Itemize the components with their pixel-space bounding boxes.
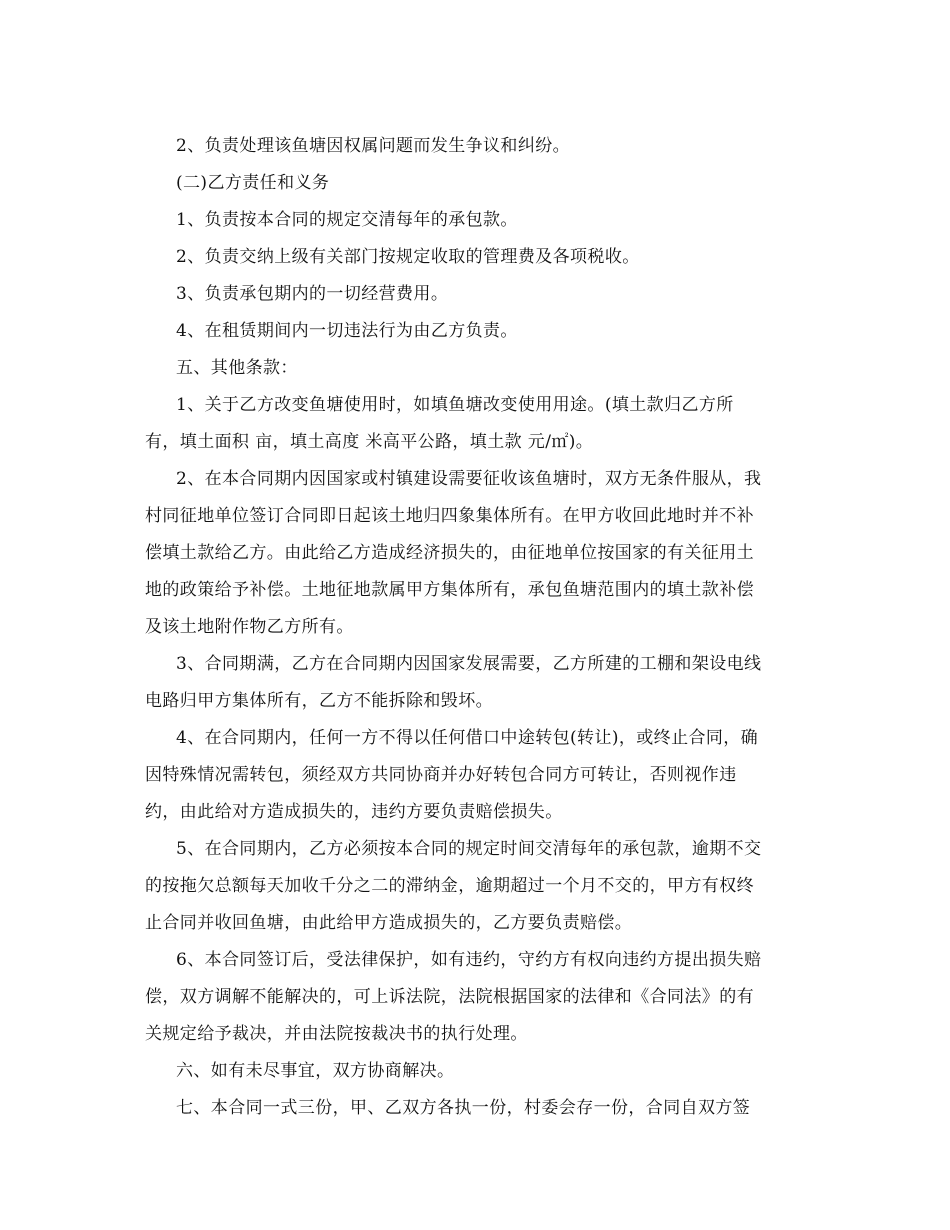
document-line: 止合同并收回鱼塘，由此给甲方造成损失的，乙方要负责赔偿。: [145, 913, 633, 933]
document-line: 5、在合同期内，乙方必须按本合同的规定时间交清每年的承包款，逾期不交: [176, 839, 762, 859]
document-line: 2、负责处理该鱼塘因权属问题而发生争议和纠纷。: [176, 136, 571, 156]
document-line: 4、在合同期内，任何一方不得以任何借口中途转包(转让)，或终止合同，确: [176, 728, 759, 748]
document-line: 4、在租赁期间内一切违法行为由乙方负责。: [176, 321, 518, 341]
document-line: 村同征地单位签订合同即日起该土地归四象集体所有。在甲方收回此地时并不补: [145, 506, 754, 526]
document-line: 6、本合同签订后，受法律保护，如有违约，守约方有权向违约方提出损失赔: [176, 950, 762, 970]
document-line: (二)乙方责任和义务: [176, 173, 330, 193]
document-line: 3、负责承包期内的一切经营费用。: [176, 284, 449, 304]
document-line: 约，由此给对方造成损失的，违约方要负责赔偿损失。: [145, 802, 563, 822]
document-line: 有，填土面积 亩，填土高度 米高平公路，填土款 元/㎡)。: [145, 432, 594, 452]
document-line: 3、合同期满，乙方在合同期内因国家发展需要，乙方所建的工棚和架设电线: [176, 654, 762, 674]
document-body: [145, 128, 805, 1127]
document-line: 六、如有未尽事宜，双方协商解决。: [176, 1061, 455, 1081]
document-line: 2、负责交纳上级有关部门按规定收取的管理费及各项税收。: [176, 247, 640, 267]
document-line: 因特殊情况需转包，须经双方共同协商并办好转包合同方可转让，否则视作违: [145, 765, 737, 785]
document-line: 偿填土款给乙方。由此给乙方造成经济损失的，由征地单位按国家的有关征用土: [145, 543, 754, 563]
document-line: 偿，双方调解不能解决的，可上诉法院，法院根据国家的法律和《合同法》的有: [145, 987, 754, 1007]
document-line: 及该土地附作物乙方所有。: [145, 617, 354, 637]
document-line: 电路归甲方集体所有，乙方不能拆除和毁坏。: [145, 691, 493, 711]
document-line: 地的政策给予补偿。土地征地款属甲方集体所有，承包鱼塘范围内的填土款补偿: [145, 580, 754, 600]
document-line: 1、负责按本合同的规定交清每年的承包款。: [176, 210, 518, 230]
document-line: 2、在本合同期内因国家或村镇建设需要征收该鱼塘时，双方无条件服从，我: [176, 469, 762, 489]
document-line: 七、本合同一式三份，甲、乙双方各执一份，村委会存一份，合同自双方签: [176, 1098, 751, 1118]
document-line: 1、关于乙方改变鱼塘使用时，如填鱼塘改变使用用途。(填土款归乙方所: [176, 395, 734, 415]
document-line: 关规定给予裁决，并由法院按裁决书的执行处理。: [145, 1024, 528, 1044]
document-line: 的按拖欠总额每天加收千分之二的滞纳金，逾期超过一个月不交的，甲方有权终: [145, 876, 754, 896]
document-line: 五、其他条款：: [176, 358, 298, 378]
